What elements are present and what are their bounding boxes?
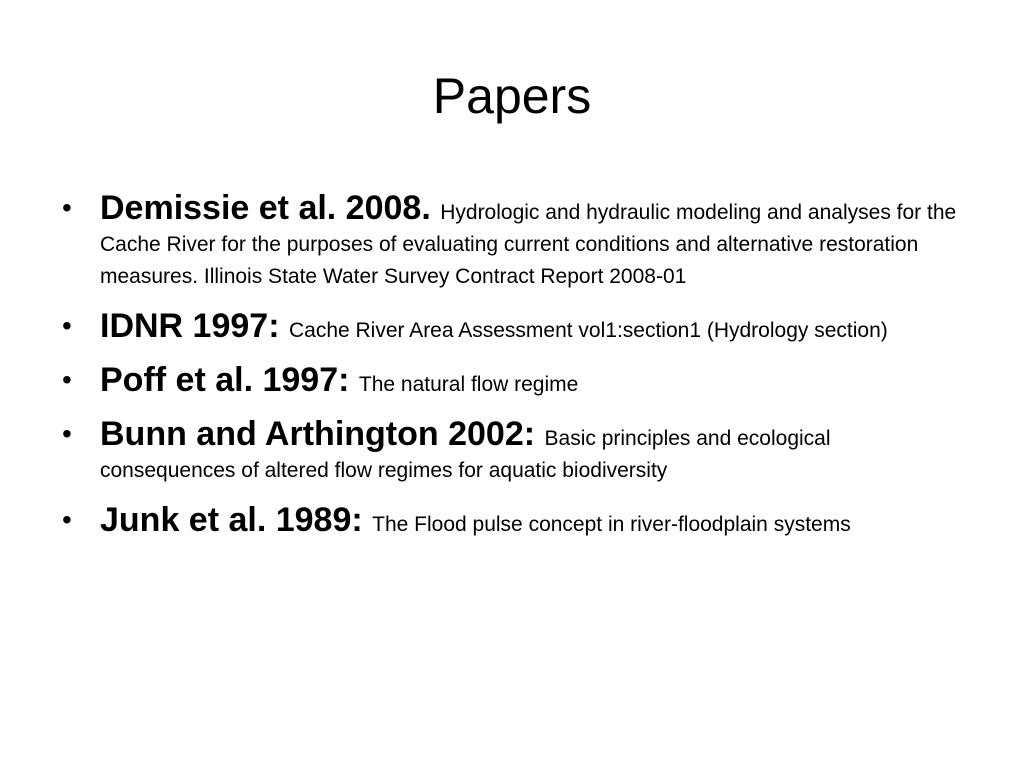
bullet-icon: • [62, 310, 72, 341]
reference-title: Basic principles and ecological consequences of altered flow regimes for aquatic biodiversity [100, 427, 831, 482]
reference-title: The natural flow regime [358, 373, 579, 396]
reference-author: Junk et al. 1989: [100, 501, 373, 539]
reference-item [60, 306, 960, 348]
reference-author: Demissie et al. 2008. [100, 189, 441, 227]
bullet-icon: • [62, 364, 72, 395]
bullet-icon: • [62, 192, 72, 223]
slide-title: Papers [432, 68, 592, 124]
reference-list [60, 188, 960, 554]
bullet-icon: • [62, 504, 72, 535]
bullet-icon: • [62, 418, 72, 449]
reference-title: Hydrologic and hydraulic modeling and analyses for the Cache River for the purposes of evaluating current conditions and alternative restoration measures. Illinois State Water Survey Contract Report 2008-01 [100, 201, 957, 288]
reference-author: Poff et al. 1997: [100, 361, 359, 399]
reference-title: Cache River Area Assessment vol1:section1 (Hydrology section) [288, 319, 888, 342]
reference-item [60, 500, 960, 542]
reference-item [60, 414, 960, 488]
reference-item [60, 360, 960, 402]
reference-author: IDNR 1997: [100, 307, 289, 345]
reference-title: The Flood pulse concept in river-floodplain systems [372, 513, 851, 536]
reference-author: Bunn and Arthington 2002: [100, 415, 545, 453]
reference-item [60, 188, 960, 294]
